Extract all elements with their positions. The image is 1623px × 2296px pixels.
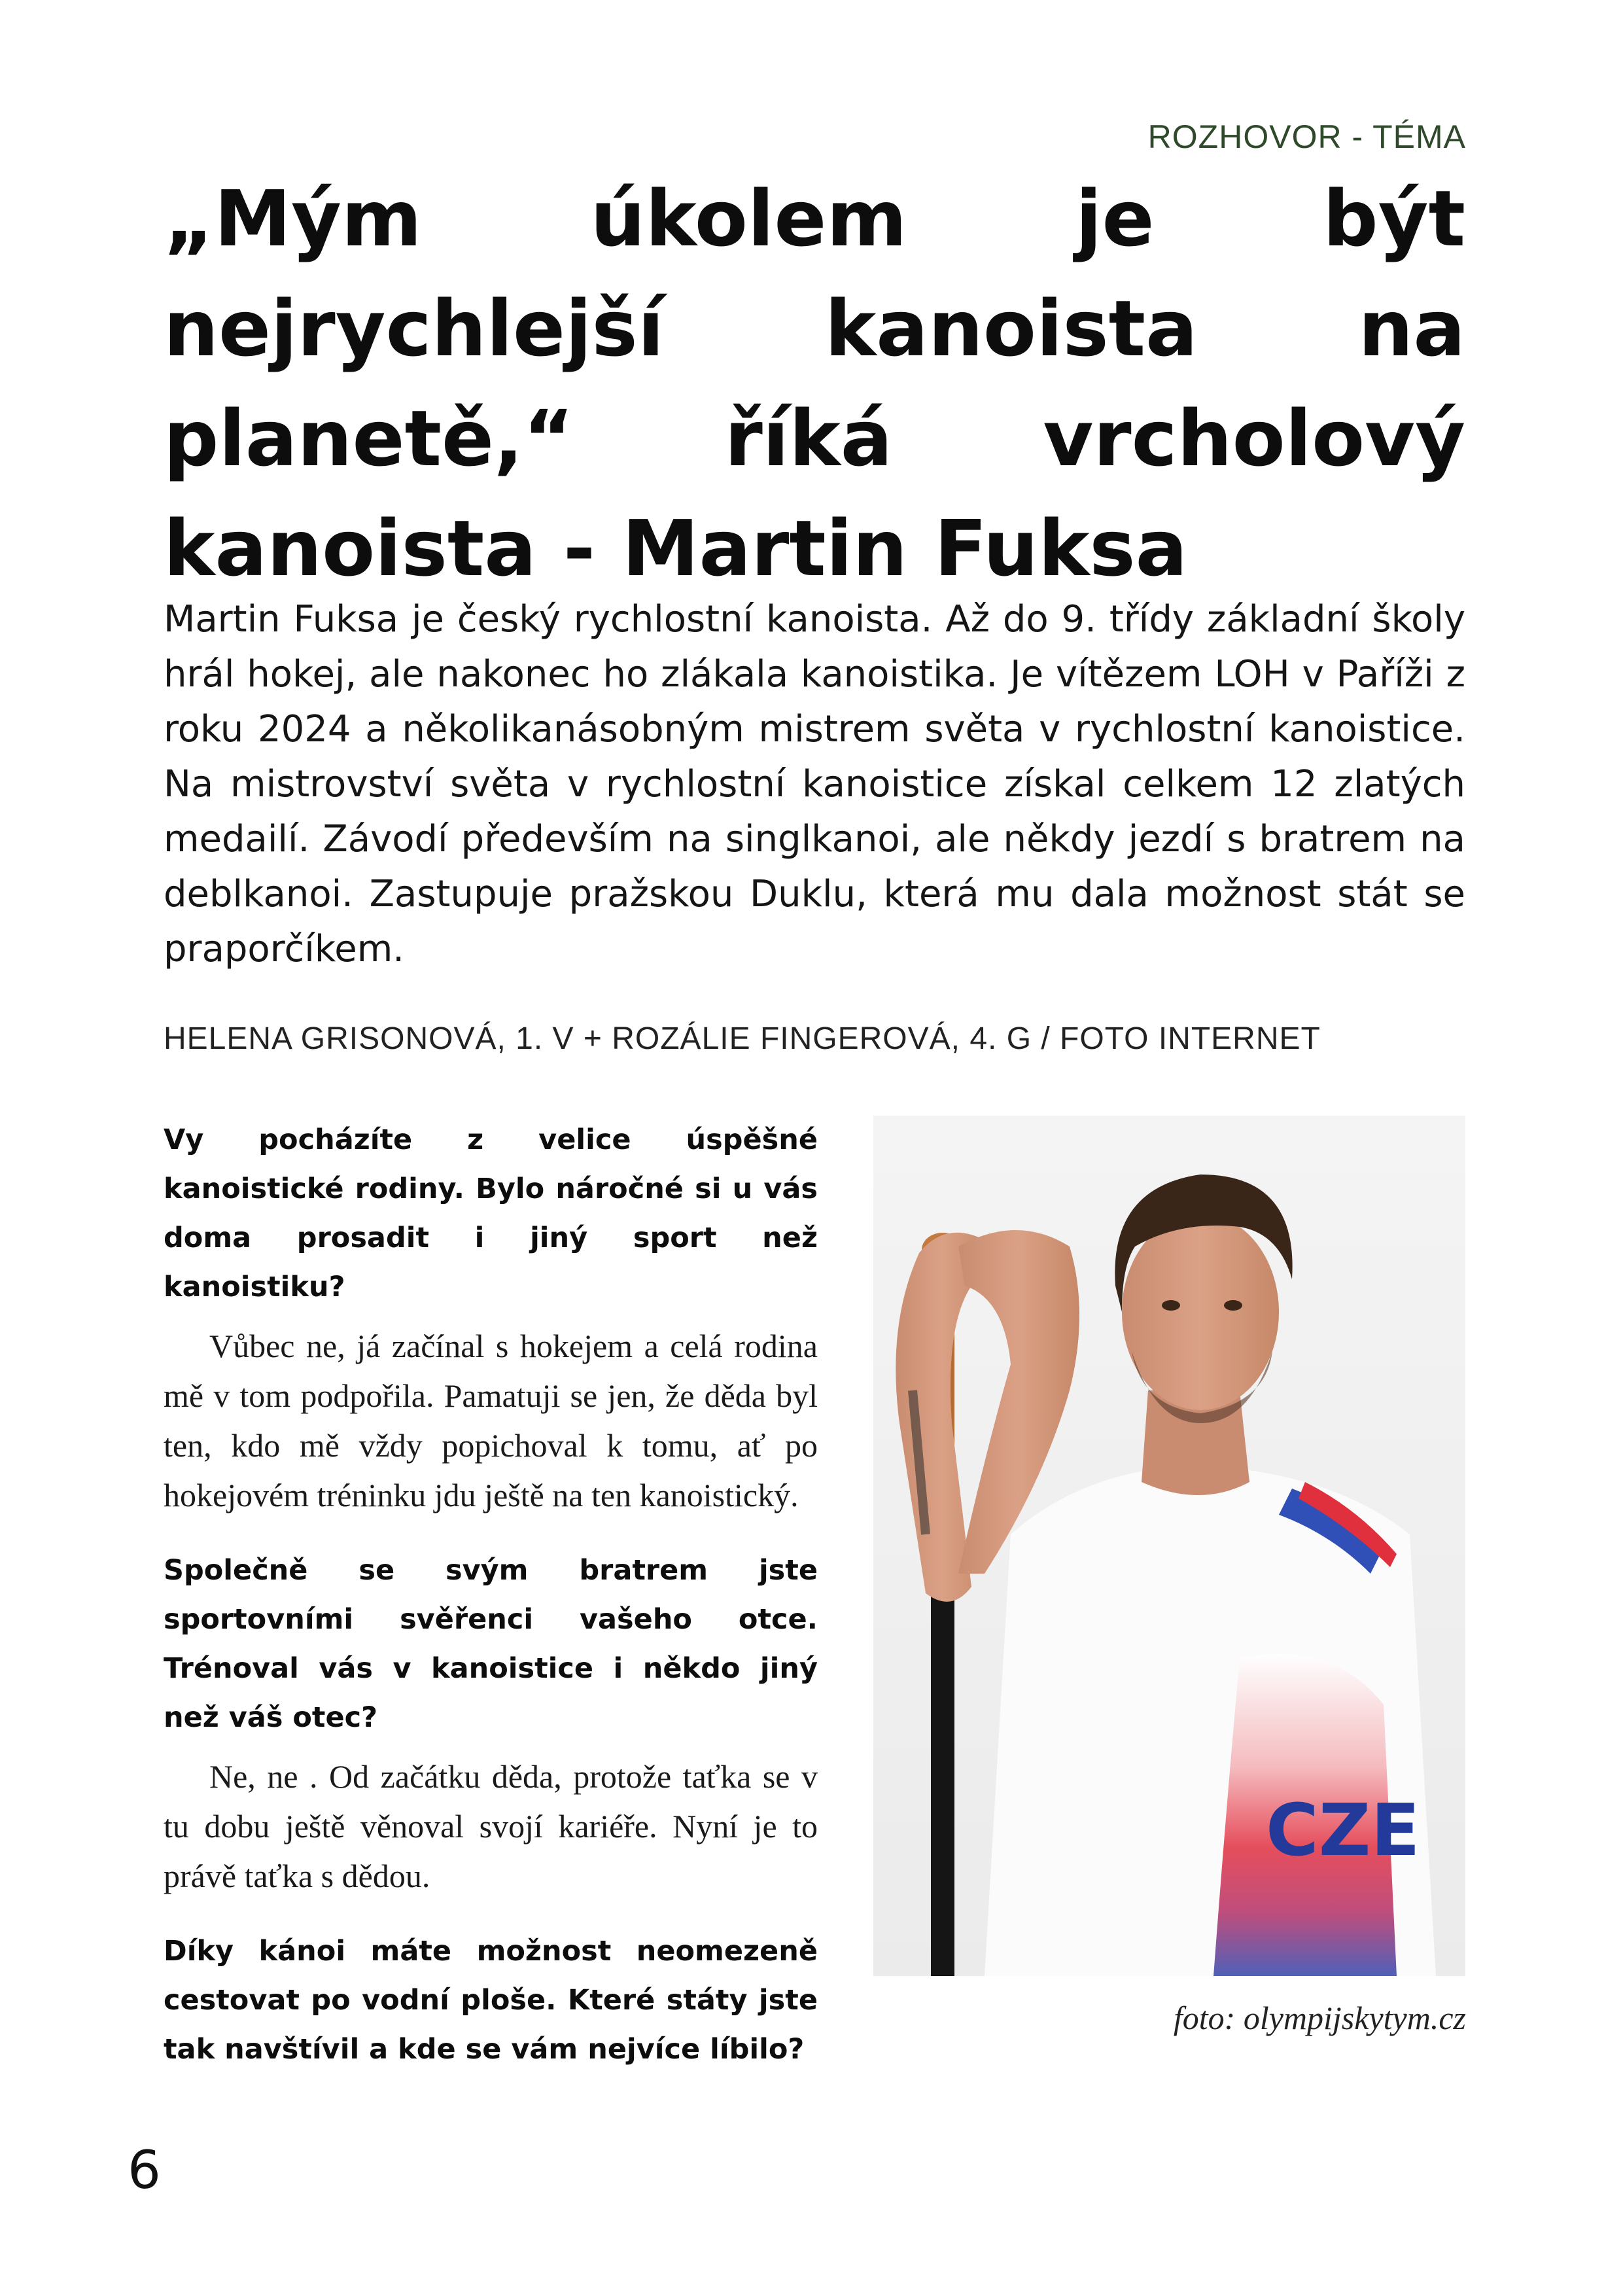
interview-question: Vy pocházíte z velice úspěšné kanoistické rodiny. Bylo náročné si u vás doma prosadit i jiný sport než kanoistiku?	[164, 1123, 818, 1303]
athlete-photo-illustration	[873, 1116, 1465, 1976]
article-lead: Martin Fuksa je český rychlostní kanoista. Až do 9. třídy základní školy hrál hokej, ale nakonec ho zlákala kanoistika. Je vítězem LOH v Paříži z roku 2024 a několikanásobným mistrem světa v rychlostní kanoistice. Na mistrovství světa v rychlostní kanoistice získal celkem 12 zlatých medailí. Závodí především na singlkanoi, ale někdy jezdí s bratrem na deblkanoi. Zastupuje pražskou Duklu, která mu dala možnost stát se praporčíkem.	[164, 598, 1465, 970]
page-number: 6	[128, 2140, 161, 2200]
section-tag: ROZHOVOR - TÉMA	[1147, 118, 1466, 155]
athlete-photo	[873, 1116, 1465, 1976]
interview-question: Díky kánoi máte možnost neomezeně cestovat po vodní ploše. Které státy jste tak navštívil a kde se vám nejvíce líbilo?	[164, 1935, 818, 2066]
article-byline: HELENA GRISONOVÁ, 1. V + ROZÁLIE FINGEROVÁ, 4. G / FOTO INTERNET	[164, 1021, 1321, 1056]
interview-column	[164, 1116, 818, 2083]
interview-answer: Ne, ne . Od začátku děda, protože taťka se v tu dobu ještě věnoval svojí kariéře. Nyní je to právě taťka s dědou.	[164, 1758, 818, 1894]
interview-answer: Vůbec ne, já začínal s hokejem a celá rodina mě v tom podpořila. Pamatuji se jen, že děda byl ten, kdo mě vždy popichoval k tomu, ať po hokejovém tréninku jdu ještě na ten kanoistický.	[164, 1328, 818, 1513]
shirt-text: CZE	[1266, 1788, 1420, 1872]
article-headline: „Mým úkolem je být nejrychlejší kanoista na planetě,“ říká vrcholový kanoista - Martin Fuksa	[164, 173, 1465, 593]
interview-question: Společně se svým bratrem jste sportovními svěřenci vašeho otce. Trénoval vás v kanoistice i někdo jiný než váš otec?	[164, 1554, 818, 1734]
photo-credit: foto: olympijskytym.cz	[1173, 2000, 1466, 2036]
